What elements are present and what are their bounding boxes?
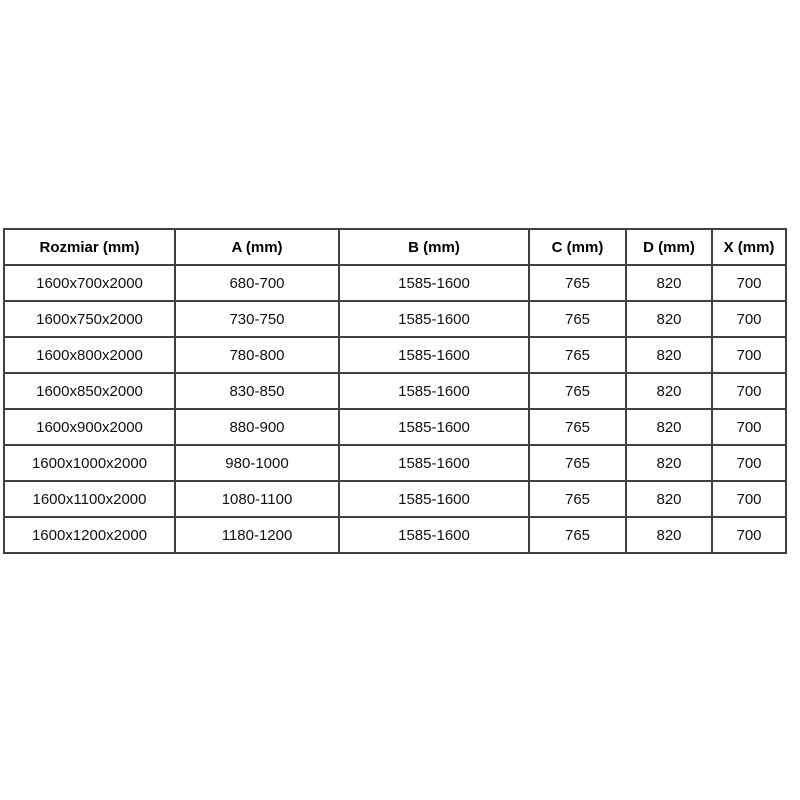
table-cell: 700 — [712, 481, 786, 517]
table-cell: 1585-1600 — [339, 373, 529, 409]
table-cell: 820 — [626, 265, 712, 301]
table-cell: 700 — [712, 373, 786, 409]
table-row — [4, 373, 786, 409]
table-cell: 1585-1600 — [339, 301, 529, 337]
column-header: C (mm) — [529, 229, 626, 265]
table-cell: 820 — [626, 481, 712, 517]
table-cell: 1600x700x2000 — [4, 265, 175, 301]
table-row — [4, 301, 786, 337]
table-cell: 1180-1200 — [175, 517, 339, 553]
table-cell: 1600x1100x2000 — [4, 481, 175, 517]
table-cell: 1600x1000x2000 — [4, 445, 175, 481]
table-row — [4, 517, 786, 553]
table-cell: 830-850 — [175, 373, 339, 409]
table-cell: 1600x900x2000 — [4, 409, 175, 445]
table-cell: 700 — [712, 517, 786, 553]
table-cell: 700 — [712, 337, 786, 373]
table-cell: 700 — [712, 409, 786, 445]
table-cell: 700 — [712, 445, 786, 481]
table-cell: 700 — [712, 265, 786, 301]
table-cell: 1585-1600 — [339, 337, 529, 373]
table-cell: 1585-1600 — [339, 445, 529, 481]
table-row — [4, 409, 786, 445]
table-cell: 765 — [529, 301, 626, 337]
table-cell: 820 — [626, 517, 712, 553]
column-header: B (mm) — [339, 229, 529, 265]
table-header — [4, 229, 786, 265]
table-body — [4, 265, 786, 553]
table-cell: 820 — [626, 445, 712, 481]
table-header-row — [4, 229, 786, 265]
column-header: Rozmiar (mm) — [4, 229, 175, 265]
column-header: X (mm) — [712, 229, 786, 265]
column-header: D (mm) — [626, 229, 712, 265]
dimensions-table — [3, 228, 787, 554]
table-cell: 765 — [529, 445, 626, 481]
table-cell: 1600x1200x2000 — [4, 517, 175, 553]
table-cell: 765 — [529, 373, 626, 409]
table-cell: 1600x800x2000 — [4, 337, 175, 373]
table-cell: 1600x850x2000 — [4, 373, 175, 409]
table-row — [4, 481, 786, 517]
table-row — [4, 445, 786, 481]
table-cell: 1080-1100 — [175, 481, 339, 517]
table-cell: 1585-1600 — [339, 481, 529, 517]
table-cell: 1585-1600 — [339, 265, 529, 301]
table-cell: 820 — [626, 337, 712, 373]
table-cell: 820 — [626, 301, 712, 337]
table-row — [4, 265, 786, 301]
table-cell: 765 — [529, 409, 626, 445]
table-cell: 820 — [626, 409, 712, 445]
table-cell: 780-800 — [175, 337, 339, 373]
table-cell: 765 — [529, 265, 626, 301]
table-cell: 980-1000 — [175, 445, 339, 481]
table-cell: 820 — [626, 373, 712, 409]
table-cell: 765 — [529, 481, 626, 517]
table-cell: 1585-1600 — [339, 409, 529, 445]
column-header: A (mm) — [175, 229, 339, 265]
table-cell: 765 — [529, 337, 626, 373]
table-cell: 680-700 — [175, 265, 339, 301]
table-cell: 880-900 — [175, 409, 339, 445]
table-cell: 1600x750x2000 — [4, 301, 175, 337]
table-cell: 1585-1600 — [339, 517, 529, 553]
table-cell: 730-750 — [175, 301, 339, 337]
table-cell: 700 — [712, 301, 786, 337]
table-cell: 765 — [529, 517, 626, 553]
table-row — [4, 337, 786, 373]
